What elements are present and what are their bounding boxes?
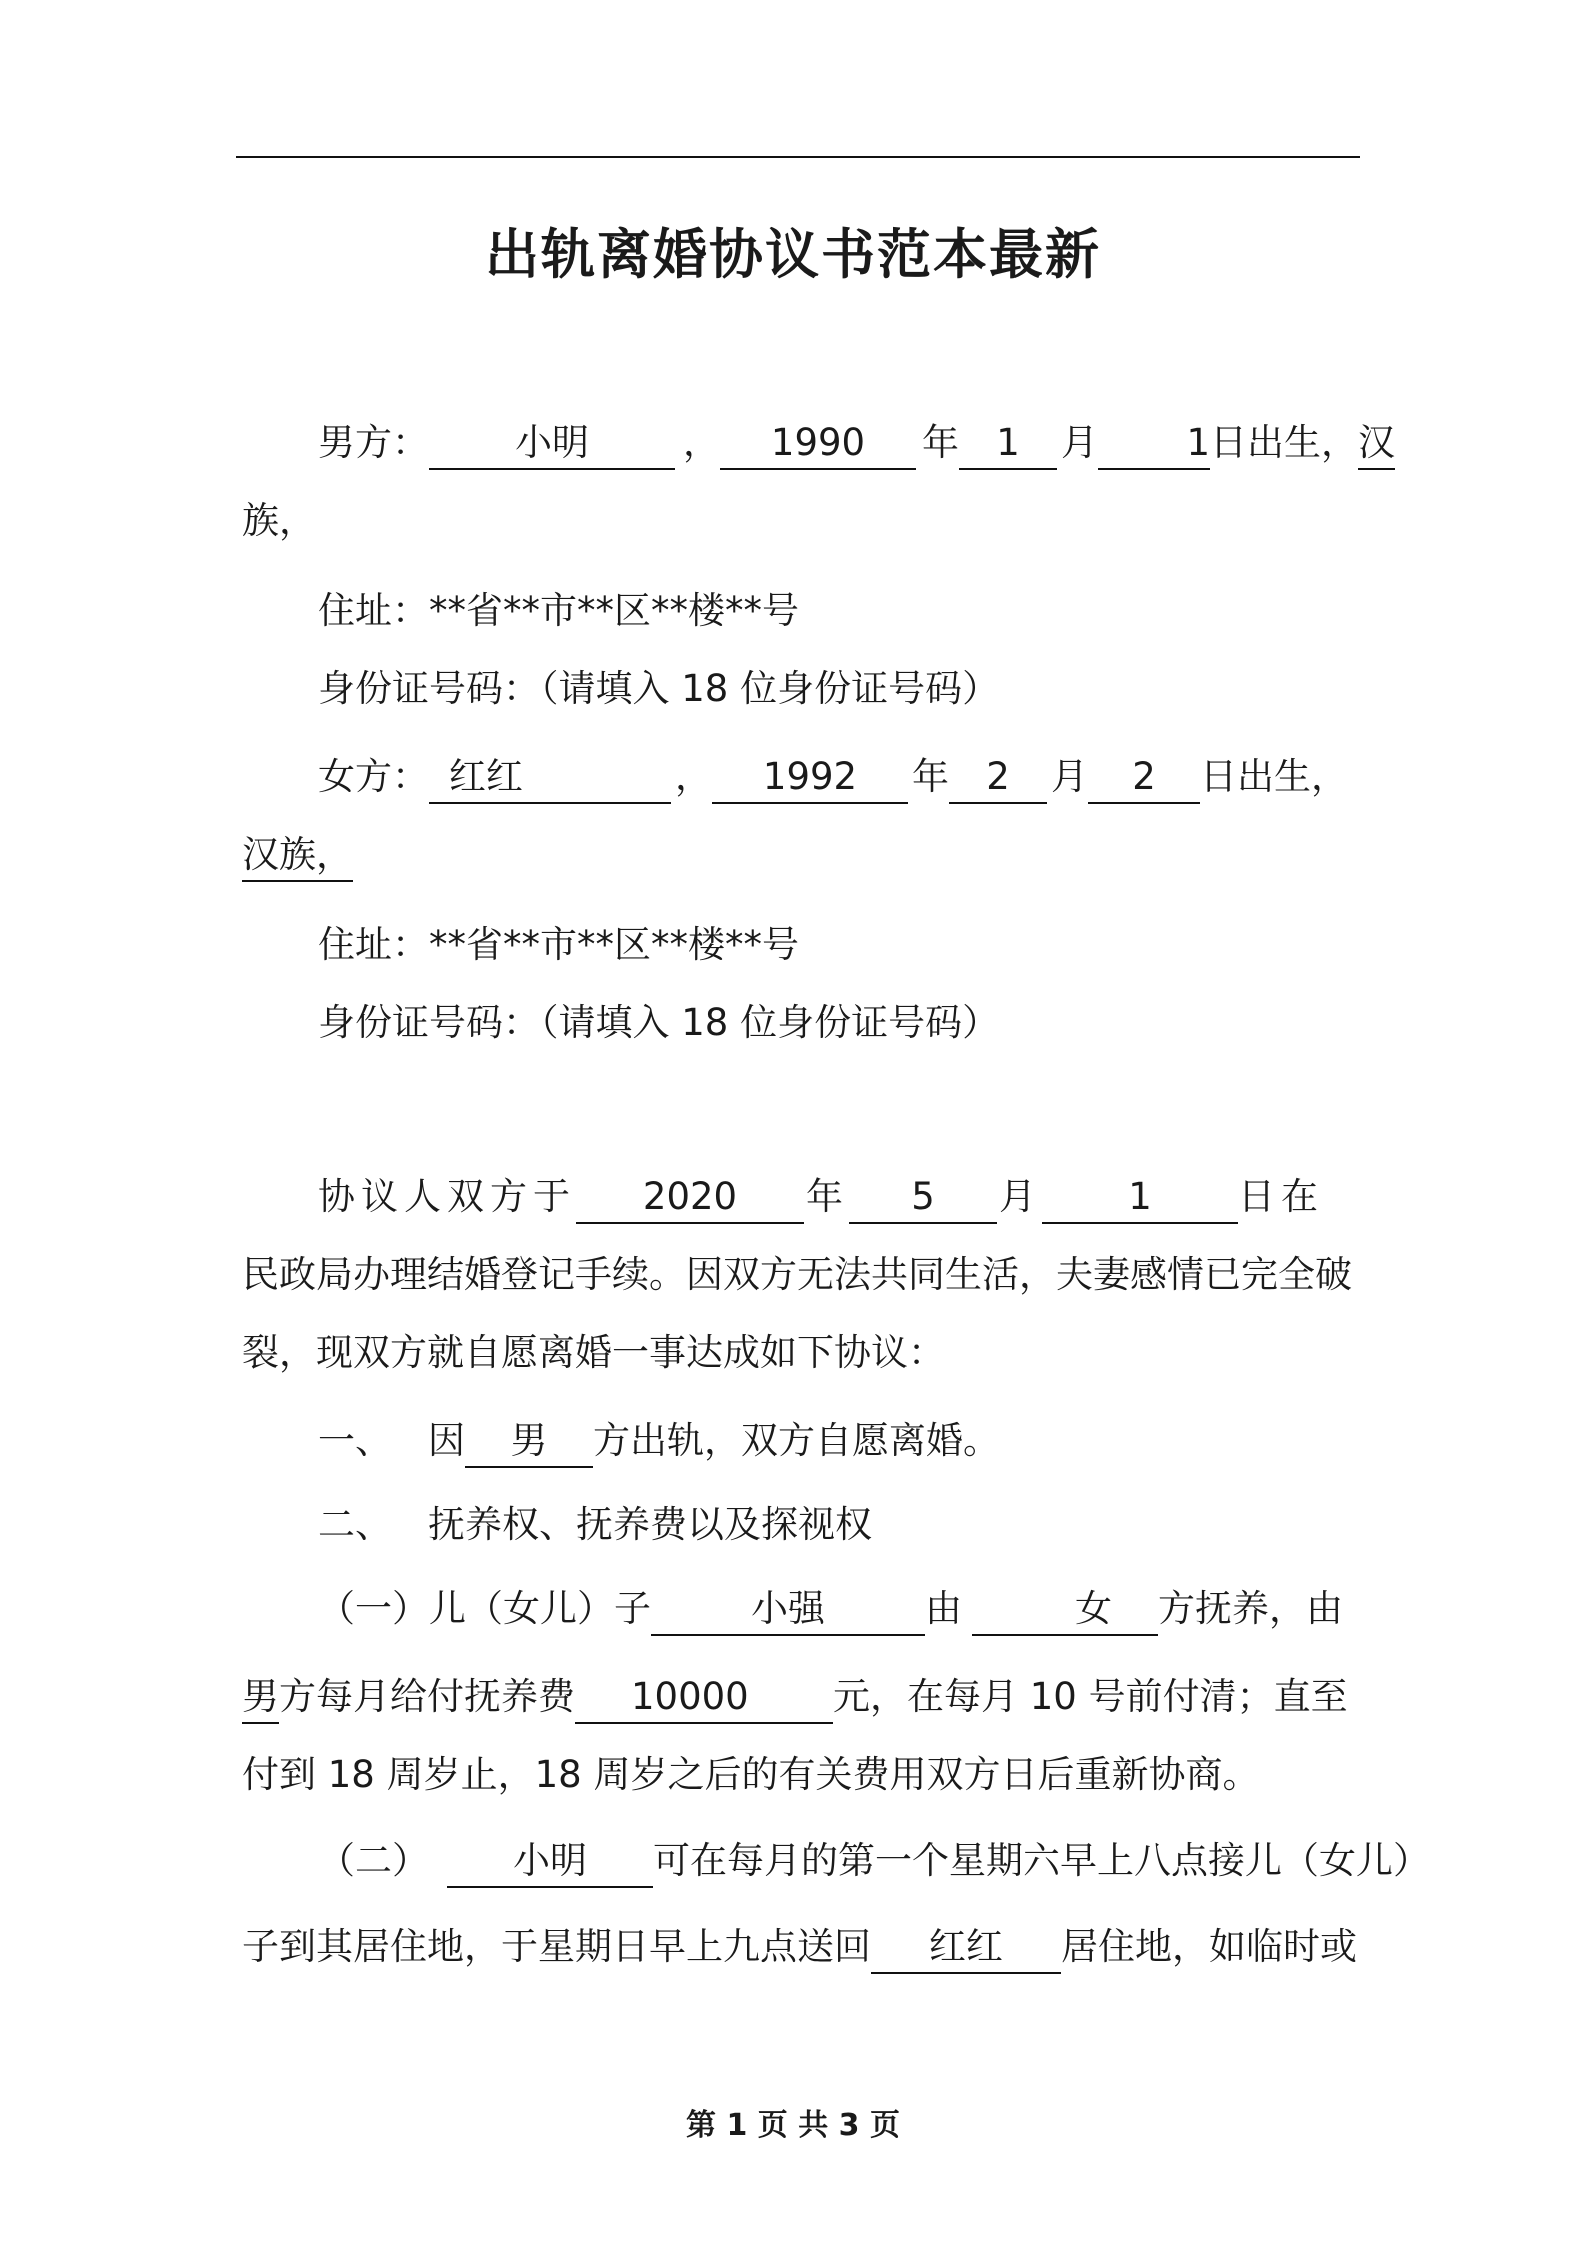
female-ethnic-line: [242, 830, 353, 882]
document-title: 出轨离婚协议书范本最新: [485, 223, 1101, 286]
year-label: 年: [806, 1175, 849, 1218]
month-label: 月: [1061, 421, 1098, 464]
sub-2-line-2-post: 居住地，如临时或: [1061, 1925, 1357, 1968]
sub-1-line-3: 付到 18 周岁止，18 周岁之后的有关费用双方日后重新协商。: [242, 1753, 1260, 1796]
support-amount: 10000: [575, 1674, 833, 1724]
child-name: 小强: [651, 1586, 925, 1636]
male-id-line: [318, 664, 999, 714]
female-birth-day: 2: [1088, 754, 1200, 804]
male-ethnic: 汉: [1358, 420, 1395, 470]
male-name-field: 小明: [429, 420, 675, 470]
item-1-party: 男: [465, 1418, 593, 1468]
agreement-intro: 协议人双方于: [318, 1175, 576, 1218]
female-birth-month: 2: [949, 754, 1047, 804]
male-label: 男方：: [318, 421, 429, 464]
female-info-line: [318, 752, 1348, 804]
item-2-number: 二、: [318, 1503, 392, 1546]
female-ethnic: 汉族，: [242, 832, 353, 882]
sub-2-pre: （二）: [318, 1839, 429, 1882]
female-address-label: 住址：: [318, 923, 429, 966]
item-1: [318, 1416, 1000, 1468]
comma: ，: [675, 755, 712, 798]
female-address: **省**市**区**楼**号: [429, 923, 799, 966]
visitor-name: 小明: [447, 1838, 653, 1888]
sub-2-line-2: [242, 1922, 1357, 1974]
page-footer: 第 1 页 共 3 页: [686, 2108, 900, 2143]
item-1-number: 一、: [318, 1419, 392, 1462]
item-1-pre: 因: [428, 1419, 465, 1462]
born-label: 日出生，: [1200, 755, 1348, 798]
item-1-post: 方出轨，双方自愿离婚。: [593, 1419, 1000, 1462]
male-ethnic-suffix: 族，: [242, 499, 316, 542]
marriage-day: 1: [1042, 1174, 1238, 1224]
agreement-line-2: 民政局办理结婚登记手续。因双方无法共同生活，夫妻感情已完全破: [242, 1253, 1352, 1296]
sub-1-line-2: [242, 1672, 1348, 1724]
sub-1-post: 方抚养，由: [1158, 1587, 1343, 1630]
male-birth-month: 1: [959, 420, 1057, 470]
sub-1-by: 由: [925, 1587, 962, 1630]
item-2-text: 抚养权、抚养费以及探视权: [428, 1503, 872, 1546]
payer-party: 男: [242, 1674, 279, 1724]
comma: ，: [683, 421, 720, 464]
marriage-year: 2020: [576, 1174, 804, 1224]
sub-2-post: 可在每月的第一个星期六早上八点接儿（女儿）: [653, 1839, 1430, 1882]
male-address: **省**市**区**楼**号: [429, 589, 799, 632]
male-birth-day: 1: [1098, 420, 1210, 470]
male-birth-year: 1990: [720, 420, 916, 470]
sub-2-line-1: [318, 1836, 1430, 1888]
female-name-field: 红红: [429, 754, 671, 804]
marriage-month: 5: [849, 1174, 997, 1224]
sub-1-line-1: [318, 1584, 1343, 1636]
female-label: 女方：: [318, 755, 429, 798]
female-id-line: [318, 998, 999, 1048]
sub-2-line-2-pre: 子到其居住地，于星期日早上九点送回: [242, 1925, 871, 1968]
male-id-label: 身份证号码：: [318, 667, 540, 710]
male-info-line: [318, 418, 1395, 470]
sub-1-line-2-mid: 方每月给付抚养费: [279, 1675, 575, 1718]
custodian-party: 女: [972, 1586, 1158, 1636]
agreement-intro-line: [318, 1172, 1324, 1224]
year-label: 年: [922, 421, 959, 464]
female-id-value: （请填入 18 位身份证号码）: [540, 1001, 1000, 1044]
year-label: 年: [912, 755, 949, 798]
agreement-line-3: 裂，现双方就自愿离婚一事达成如下协议：: [242, 1331, 945, 1374]
month-label: 月: [999, 1175, 1042, 1218]
male-address-line: [318, 586, 799, 636]
born-label: 日出生，: [1210, 421, 1358, 464]
female-birth-year: 1992: [712, 754, 908, 804]
male-address-label: 住址：: [318, 589, 429, 632]
header-rule: [236, 156, 1360, 158]
female-id-label: 身份证号码：: [318, 1001, 540, 1044]
female-address-line: [318, 920, 799, 970]
sub-1-pre: （一）儿（女儿）子: [318, 1587, 651, 1630]
male-id-value: （请填入 18 位身份证号码）: [540, 667, 1000, 710]
item-2: [318, 1500, 872, 1550]
day-suffix: 日在: [1238, 1175, 1324, 1218]
sub-1-line-2-post: 元，在每月 10 号前付清；直至: [833, 1675, 1348, 1718]
returnee-name: 红红: [871, 1924, 1061, 1974]
month-label: 月: [1051, 755, 1088, 798]
